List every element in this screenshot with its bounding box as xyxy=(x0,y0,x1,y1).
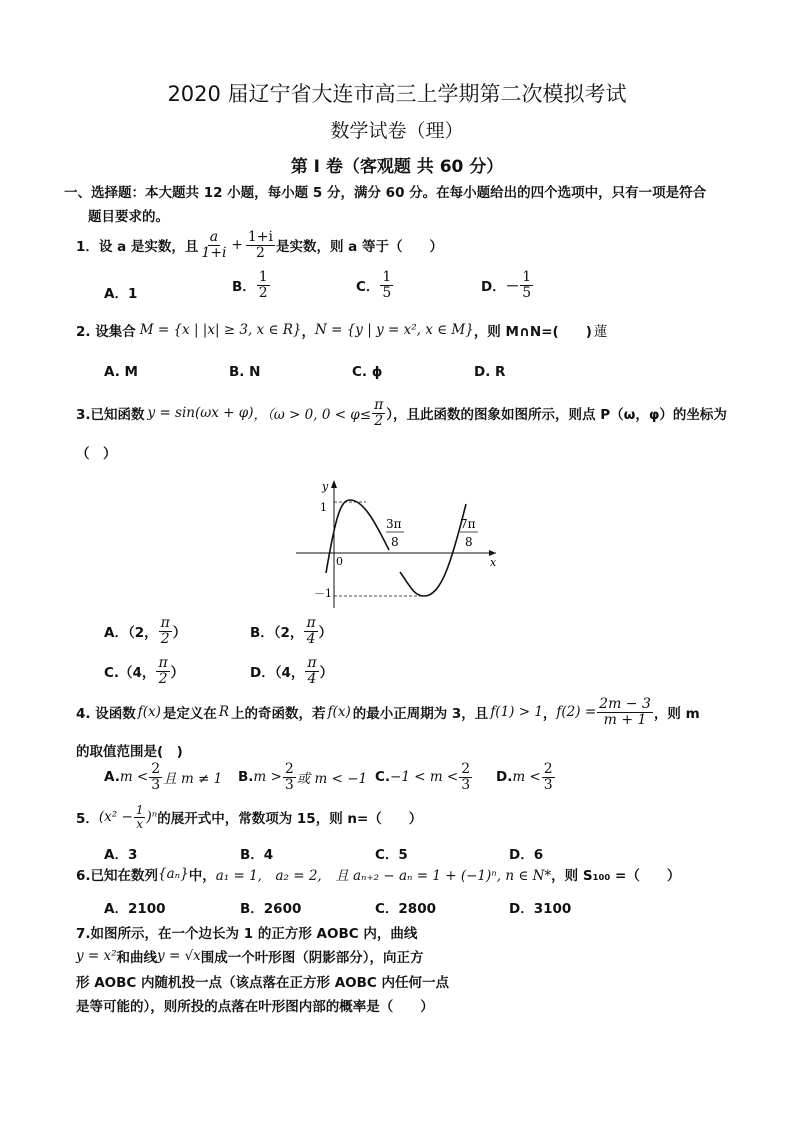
question-1 xyxy=(76,230,443,260)
question-2 xyxy=(76,320,607,340)
q3-option-a-label: A．（2， xyxy=(104,625,158,642)
q6-option-b: B．2600 xyxy=(240,901,302,917)
q3-option-b-label: B．（2， xyxy=(250,625,304,642)
q7-line-2 xyxy=(76,946,424,966)
q7-curve-2: y = √x xyxy=(157,948,201,964)
q3-option-d-label: D．（4， xyxy=(250,665,305,682)
q5-option-b: B．4 xyxy=(240,847,274,863)
q2-option-c: C. ϕ xyxy=(352,364,383,380)
origin-label: 0 xyxy=(336,555,343,568)
q5-expr-post: )ⁿ xyxy=(146,809,158,826)
q6-condition: a₁ = 1, a₂ = 2, 且 aₙ₊₂ − aₙ = 1 + (−1)ⁿ, n ∈ N* xyxy=(215,868,552,884)
q5-prefix: 5． xyxy=(76,811,99,828)
q3-option-c-close: ） xyxy=(170,665,185,682)
tick-3pi-num: 3π xyxy=(386,517,402,531)
q2-set-m: M = {x | |x| ≥ 3, x ∈ R} xyxy=(139,322,302,338)
q7-line-1: 7.如图所示，在一个边长为 1 的正方形 AOBC 内，曲线 xyxy=(76,926,418,942)
q4-option-a xyxy=(104,762,222,792)
q4-option-a-m: m < xyxy=(119,769,149,786)
q2-comma: ， xyxy=(301,324,316,340)
q5-expr-den: x xyxy=(136,816,144,831)
q1-frac2-den: 2 xyxy=(255,244,265,261)
tick-7pi-den: 8 xyxy=(465,535,473,549)
q3-option-b-num: π xyxy=(306,615,316,631)
q4-r: R xyxy=(218,704,230,721)
q3-option-d-num: π xyxy=(307,655,317,671)
q1-option-d-den: 5 xyxy=(522,284,532,301)
section-title: 第 I 卷（客观题 共 60 分） xyxy=(290,157,504,177)
q4-option-b-num: 2 xyxy=(284,761,294,777)
q1-option-c-den: 5 xyxy=(382,284,392,301)
q3-option-b xyxy=(250,616,332,646)
q5-suffix: 的展开式中，常数项为 15，则 n=（ ） xyxy=(157,811,423,828)
q1-option-b-label: B． xyxy=(232,279,256,296)
q1-fraction-1 xyxy=(199,230,228,260)
q5-option-d: D．6 xyxy=(509,847,544,863)
q3-option-b-close: ） xyxy=(318,625,333,642)
q2-option-a: A. M xyxy=(104,364,138,380)
q3-paren: （ ） xyxy=(76,446,117,462)
q7-line-2-suffix: 围成一个叶形图（阴影部分），向正方 xyxy=(200,950,424,966)
q4-option-c-num: 2 xyxy=(461,761,471,777)
q6-suffix: ，则 S₁₀₀ =（ ） xyxy=(551,868,681,884)
q4-option-b xyxy=(238,762,367,792)
q3-suffix: ），且此函数的图象如图所示，则点 P（ω，φ）的坐标为 xyxy=(386,407,727,424)
q2-suffix: ，则 M∩N=( ) xyxy=(473,324,592,340)
q3-option-d-close: ） xyxy=(319,665,334,682)
question-5 xyxy=(76,804,422,830)
q1-option-c-num: 1 xyxy=(382,269,392,285)
q1-option-b-num: 1 xyxy=(258,269,268,285)
question-4 xyxy=(76,697,700,727)
q6-option-c: C．2800 xyxy=(375,901,436,917)
q3-sine-graph xyxy=(296,474,506,610)
q1-option-b xyxy=(232,270,271,300)
question-3 xyxy=(76,398,727,428)
q1-option-d xyxy=(481,270,534,300)
x-axis-label: x xyxy=(490,556,497,569)
q1-frac2-num: 1+i xyxy=(247,229,273,245)
q4-mid-3: 的最小正周期为 3，且 xyxy=(352,706,489,723)
q4-fx-2: f(x) xyxy=(327,704,351,721)
q3-option-a xyxy=(104,616,186,646)
q4-option-d-den: 3 xyxy=(543,776,553,793)
q6-option-d: D．3100 xyxy=(509,901,572,917)
tick-3pi-den: 8 xyxy=(391,535,399,549)
y-min-label: －1 xyxy=(314,587,332,600)
q4-suffix: ，则 m xyxy=(653,706,700,723)
q3-option-c-label: C.（4， xyxy=(104,665,156,682)
q3-option-d-den: 4 xyxy=(307,670,317,687)
q3-option-c-den: 2 xyxy=(158,670,168,687)
q4-prefix: 4. 设函数 xyxy=(76,706,136,723)
instruction-line-2: 题目要求的。 xyxy=(88,209,169,225)
q2-option-d: D. R xyxy=(474,364,506,380)
curve-segment-2 xyxy=(400,504,466,596)
q4-condition-2-num: 2m − 3 xyxy=(599,696,651,712)
q5-option-a: A．3 xyxy=(104,847,138,863)
q3-condition-den: 2 xyxy=(374,412,384,429)
q1-option-a: A．1 xyxy=(104,286,138,302)
q1-suffix: 是实数，则 a 等于（ ） xyxy=(275,239,443,256)
q7-curve-1: y = x² xyxy=(76,948,117,964)
q4-option-c-m: −1 < m < xyxy=(390,769,459,786)
q4-option-a-label: A. xyxy=(104,769,120,786)
q4-option-c xyxy=(375,762,473,792)
y-axis-arrow xyxy=(331,480,337,488)
q4-option-b-label: B. xyxy=(238,769,254,786)
q1-fraction-2 xyxy=(246,230,275,260)
q1-option-d-num: 1 xyxy=(522,269,532,285)
q3-option-c-num: π xyxy=(158,655,168,671)
q3-option-b-den: 4 xyxy=(306,630,316,647)
y-max-label: 1 xyxy=(320,501,327,514)
q4-option-d-num: 2 xyxy=(543,761,553,777)
q2-prefix: 2. 设集合 xyxy=(76,324,136,340)
q1-plus: + xyxy=(231,237,243,254)
q7-line-4: 是等可能的），则所投的点落在叶形图内部的概率是（ ） xyxy=(76,999,434,1015)
q1-frac1-den: 1+i xyxy=(201,244,227,261)
q4-option-a-num: 2 xyxy=(151,761,161,777)
q4-option-b-den: 3 xyxy=(284,776,294,793)
q1-option-d-label: D．－ xyxy=(481,279,520,296)
exam-title: 2020 届辽宁省大连市高三上学期第二次模拟考试 xyxy=(167,82,627,106)
q4-condition-2-den: m + 1 xyxy=(603,711,647,728)
q1-option-b-den: 2 xyxy=(258,284,268,301)
q4-condition-2: f(2) = xyxy=(556,704,597,721)
q5-option-c: C．5 xyxy=(375,847,408,863)
tick-7pi-num: 7π xyxy=(460,517,476,531)
q5-expr-num: 1 xyxy=(135,803,144,817)
y-axis-label: y xyxy=(322,480,329,493)
q1-frac1-num: a xyxy=(209,229,219,245)
q4-option-b-post: 或 m < −1 xyxy=(296,771,368,788)
q3-condition: ，（ω > 0, 0 < φ≤ xyxy=(253,407,372,424)
exam-subtitle: 数学试卷（理） xyxy=(330,120,464,142)
q1-option-c-label: C． xyxy=(356,279,380,296)
q3-condition-num: π xyxy=(374,397,384,413)
q4-option-b-m: m > xyxy=(253,769,282,786)
q4-condition-1: f(1) > 1 xyxy=(490,704,543,721)
q4-mid-1: 是定义在 xyxy=(162,706,217,723)
instruction-line-1: 一、选择题：本大题共 12 小题，每小题 5 分，满分 60 分。在每小题给出的四个选项中，只有一项是符合 xyxy=(64,185,707,201)
q3-option-c xyxy=(104,656,184,686)
q7-line-2-mid: 和曲线 xyxy=(116,950,158,966)
q3-option-d xyxy=(250,656,333,686)
q2-set-n: N = {y | y = x², x ∈ M} xyxy=(315,322,474,338)
q3-option-a-num: π xyxy=(160,615,170,631)
q4-option-d xyxy=(496,762,556,792)
question-6 xyxy=(76,864,680,884)
q4-option-c-den: 3 xyxy=(461,776,471,793)
q6-option-a: A．2100 xyxy=(104,901,166,917)
q3-function: y = sin(ωx + φ) xyxy=(147,405,254,422)
q4-comma: ， xyxy=(542,706,557,723)
q4-option-c-label: C. xyxy=(375,769,391,786)
q6-prefix: 6.已知在数列 xyxy=(76,868,159,884)
q7-line-3: 形 AOBC 内随机投一点（该点落在正方形 AOBC 内任何一点 xyxy=(76,975,450,991)
q4-line-2: 的取值范围是( ) xyxy=(76,744,183,760)
q2-stray-char: 蓮 xyxy=(593,324,608,340)
q3-option-a-den: 2 xyxy=(160,630,170,647)
q3-option-a-close: ） xyxy=(172,625,187,642)
q6-sequence: {aₙ} xyxy=(158,866,189,882)
q6-mid: 中， xyxy=(188,868,216,884)
q3-prefix: 3.已知函数 xyxy=(76,407,145,424)
q4-option-d-m: m < xyxy=(512,769,541,786)
q5-expr-pre: (x² − xyxy=(98,809,133,826)
q2-option-b: B. N xyxy=(229,364,261,380)
q1-prefix: 1．设 a 是实数，且 xyxy=(76,239,199,256)
q4-option-d-label: D. xyxy=(496,769,513,786)
q4-option-a-post: 且 m ≠ 1 xyxy=(163,771,223,788)
q4-fx: f(x) xyxy=(137,704,161,721)
q4-mid-2: 上的奇函数，若 xyxy=(231,706,326,723)
q4-option-a-den: 3 xyxy=(151,776,161,793)
q1-option-c xyxy=(356,270,394,300)
